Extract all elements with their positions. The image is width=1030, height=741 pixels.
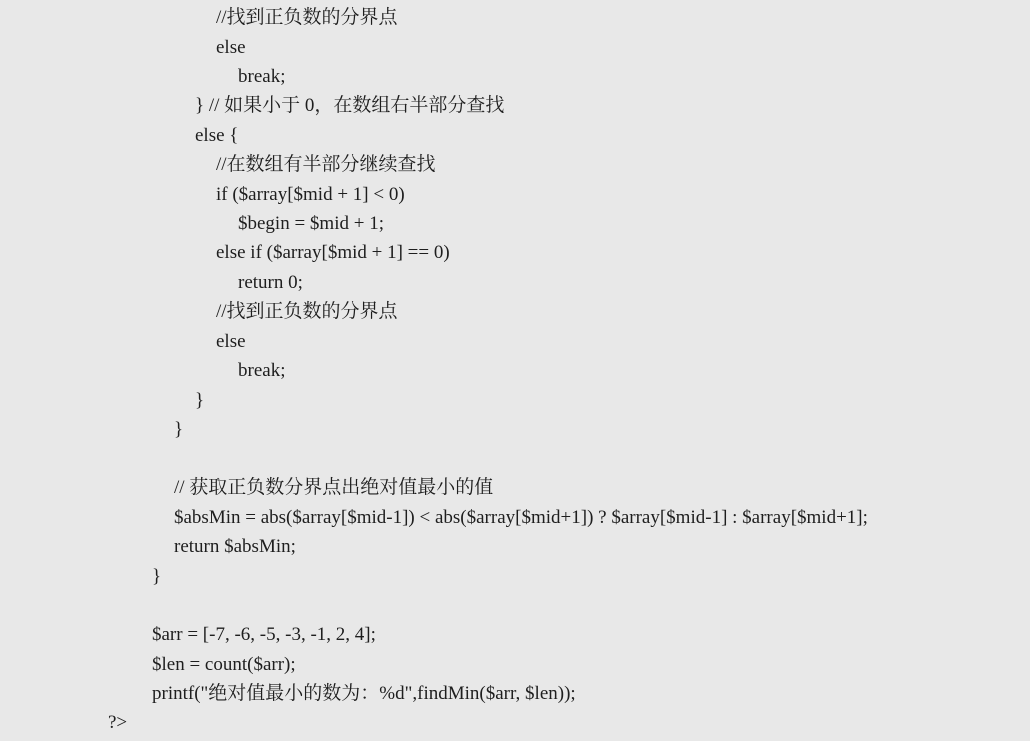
code-line-5: else { [195, 125, 239, 146]
code-line-15: } [174, 419, 184, 440]
code-line-4: } // 如果小于 0，在数组右半部分查找 [195, 95, 505, 116]
code-line-10: return 0; [238, 272, 303, 293]
code-line-3: break; [238, 66, 286, 87]
code-line-24: printf("绝对值最小的数为：%d",findMin($arr, $len)); [152, 683, 576, 704]
code-line-1: //找到正负数的分界点 [216, 7, 398, 28]
code-line-9: else if ($array[$mid + 1] == 0) [216, 242, 450, 263]
code-line-13: break; [238, 360, 286, 381]
code-line-22: $arr = [-7, -6, -5, -3, -1, 2, 4]; [152, 624, 376, 645]
code-line-20: } [152, 566, 162, 587]
code-line-8: $begin = $mid + 1; [238, 213, 384, 234]
code-line-19: return $absMin; [174, 536, 296, 557]
code-line-12: else [216, 331, 246, 352]
code-line-18: $absMin = abs($array[$mid-1]) < abs($array[$mid+1]) ? $array[$mid-1] : $array[$mid+1]; [174, 507, 868, 528]
code-line-25: ?> [108, 712, 128, 733]
code-line-14: } [195, 390, 205, 411]
code-line-2: else [216, 37, 246, 58]
code-line-7: if ($array[$mid + 1] < 0) [216, 184, 405, 205]
code-line-11: //找到正负数的分界点 [216, 301, 398, 322]
code-line-6: //在数组有半部分继续查找 [216, 154, 436, 175]
code-line-17: // 获取正负数分界点出绝对值最小的值 [174, 477, 494, 498]
code-line-23: $len = count($arr); [152, 654, 296, 675]
